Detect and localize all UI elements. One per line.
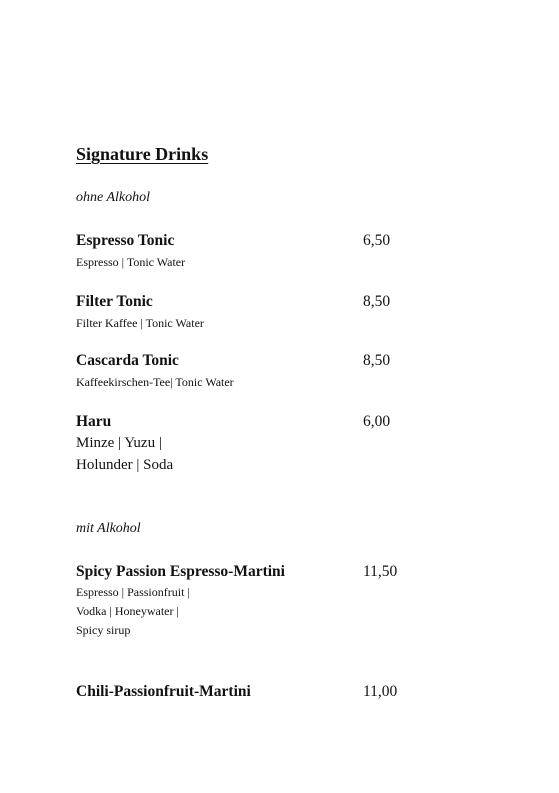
drink-desc-haru-line-1: Minze | Yuzu |	[76, 435, 162, 451]
drink-name-filter-tonic: Filter Tonic	[76, 293, 153, 310]
section-label-alcoholic: mit Alkohol	[76, 521, 141, 536]
drink-name-chili-passionfruit-martini: Chili-Passionfruit-Martini	[76, 683, 251, 700]
drink-price-haru: 6,00	[363, 413, 391, 430]
drink-price-espresso-tonic: 6,50	[363, 232, 391, 249]
drink-name-haru: Haru	[76, 413, 112, 430]
drink-price-chili-passionfruit-martini: 11,00	[363, 683, 398, 700]
drink-desc-filter-tonic: Filter Kaffee | Tonic Water	[76, 316, 204, 330]
drink-desc-spicy-passion-line-1: Espresso | Passionfruit |	[76, 585, 190, 599]
drink-price-spicy-passion-espresso-martini: 11,50	[363, 563, 398, 580]
drink-desc-espresso-tonic: Espresso | Tonic Water	[76, 255, 186, 269]
drink-name-espresso-tonic: Espresso Tonic	[76, 232, 175, 249]
section-label-non-alcoholic: ohne Alkohol	[76, 190, 151, 205]
drink-desc-cascarda-tonic: Kaffeekirschen-Tee| Tonic Water	[76, 375, 234, 389]
page-title: Signature Drinks	[76, 144, 209, 164]
drink-name-cascarda-tonic: Cascarda Tonic	[76, 352, 179, 369]
drink-desc-spicy-passion-line-2: Vodka | Honeywater |	[76, 604, 179, 618]
drink-desc-haru-line-2: Holunder | Soda	[76, 457, 174, 473]
drink-desc-spicy-passion-line-3: Spicy sirup	[76, 623, 131, 637]
drink-price-filter-tonic: 8,50	[363, 293, 391, 310]
drink-name-spicy-passion-espresso-martini: Spicy Passion Espresso-Martini	[76, 563, 285, 580]
drink-price-cascarda-tonic: 8,50	[363, 352, 391, 369]
